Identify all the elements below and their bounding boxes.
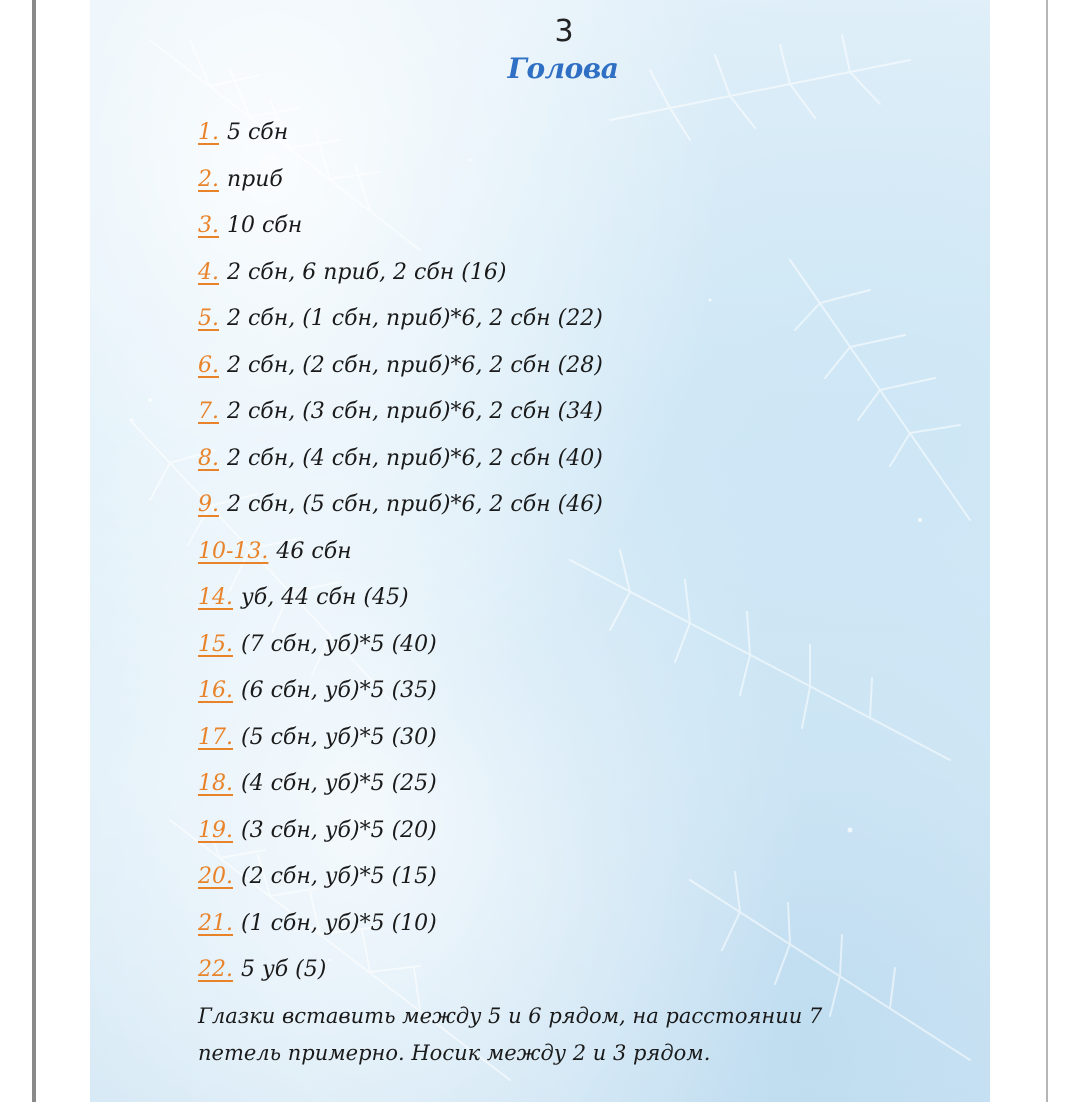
row-number-link[interactable]: 1.: [198, 120, 219, 145]
row-instruction: 5 сбн: [227, 120, 289, 145]
row-instruction: (3 сбн, уб)*5 (20): [241, 817, 437, 843]
pattern-row: [198, 810, 958, 857]
pattern-row: [198, 856, 958, 903]
row-number-link[interactable]: 20.: [198, 864, 233, 889]
left-scroll-edge: [32, 0, 36, 1102]
pattern-row: [198, 159, 958, 206]
pattern-row: [198, 252, 958, 299]
row-instruction: 46 сбн: [276, 538, 352, 564]
row-number-link[interactable]: 10-13.: [198, 538, 269, 564]
row-number-link[interactable]: 4.: [198, 259, 219, 285]
row-instruction: приб: [227, 166, 283, 192]
pattern-row: [198, 438, 958, 485]
pattern-row: [198, 205, 958, 252]
pattern-page: [90, 0, 990, 1102]
page-number: 3: [554, 14, 574, 49]
row-number-link[interactable]: 2.: [198, 166, 219, 192]
assembly-note: Глазки вставить между 5 и 6 рядом, на расстоянии 7 петель примерно. Носик между 2 и 3 рядом.: [198, 1004, 823, 1065]
row-instruction: (4 сбн, уб)*5 (25): [241, 771, 437, 796]
pattern-row: [198, 903, 958, 950]
row-number-link[interactable]: 15.: [198, 631, 233, 657]
row-number-link[interactable]: 22.: [198, 957, 233, 982]
row-instruction: (1 сбн, уб)*5 (10): [241, 910, 437, 936]
pattern-row: [198, 670, 958, 717]
pattern-row: [198, 717, 958, 764]
row-instruction: уб, 44 сбн (45): [241, 585, 409, 610]
row-number-link[interactable]: 7.: [198, 399, 219, 424]
right-page-edge: [1046, 0, 1048, 1102]
row-number-link[interactable]: 16.: [198, 678, 233, 703]
row-instruction: 2 сбн, (3 сбн, приб)*6, 2 сбн (34): [227, 399, 603, 424]
row-number-link[interactable]: 5.: [198, 306, 219, 331]
pattern-row: [198, 577, 958, 624]
row-number-link[interactable]: 14.: [198, 585, 233, 610]
row-instruction: 2 сбн, (2 сбн, приб)*6, 2 сбн (28): [227, 352, 603, 378]
row-number-link[interactable]: 9.: [198, 492, 219, 517]
row-number-link[interactable]: 18.: [198, 771, 233, 796]
row-instruction: 2 сбн, (4 сбн, приб)*6, 2 сбн (40): [227, 445, 603, 471]
row-instruction: (6 сбн, уб)*5 (35): [241, 678, 437, 703]
pattern-row: [198, 484, 958, 531]
row-instruction: (5 сбн, уб)*5 (30): [241, 724, 437, 750]
row-number-link[interactable]: 3.: [198, 213, 219, 238]
pattern-row: [198, 763, 958, 810]
row-instruction: 5 уб (5): [241, 957, 327, 982]
row-number-link[interactable]: 17.: [198, 724, 233, 750]
row-number-link[interactable]: 6.: [198, 352, 219, 378]
row-instruction: 2 сбн, (5 сбн, приб)*6, 2 сбн (46): [227, 492, 603, 517]
pattern-row: [198, 298, 958, 345]
row-instruction: 10 сбн: [227, 213, 303, 238]
pattern-row: [198, 112, 958, 159]
pattern-row: [198, 624, 958, 671]
row-list: [198, 112, 958, 996]
row-number-link[interactable]: 8.: [198, 445, 219, 471]
row-instruction: 2 сбн, 6 приб, 2 сбн (16): [227, 259, 507, 285]
row-instruction: 2 сбн, (1 сбн, приб)*6, 2 сбн (22): [227, 306, 603, 331]
pattern-row: [198, 531, 958, 578]
pattern-row: [198, 391, 958, 438]
pattern-row: [198, 345, 958, 392]
pattern-row: [198, 949, 958, 996]
row-number-link[interactable]: 19.: [198, 817, 233, 843]
row-instruction: (2 сбн, уб)*5 (15): [241, 864, 437, 889]
row-number-link[interactable]: 21.: [198, 910, 233, 936]
row-instruction: (7 сбн, уб)*5 (40): [241, 631, 437, 657]
section-heading: Голова: [507, 52, 619, 85]
